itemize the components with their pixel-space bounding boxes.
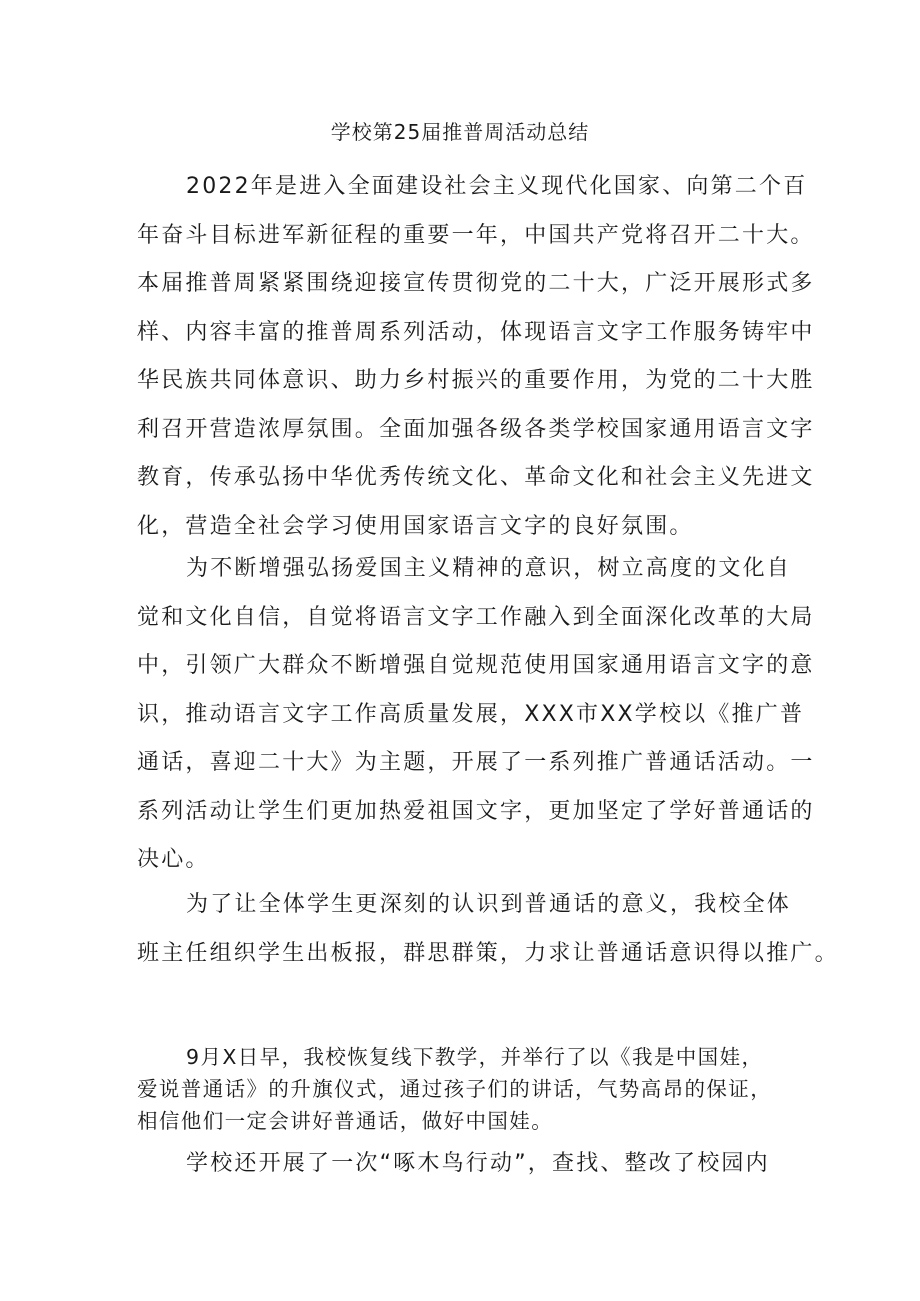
paragraph-line: 觉和文化自信，自觉将语言文字工作融入到全面深化改革的大局 [137, 604, 815, 630]
paragraph-line: 相信他们一定会讲好普通话，做好中国娃。 [137, 1109, 554, 1133]
paragraph-line: 识，推动语言文字工作高质量发展，XXX市XX学校以《推广普 [137, 701, 805, 727]
paragraph-line: 为了让全体学生更深刻的认识到普通话的意义，我校全体 [186, 892, 792, 917]
paragraph-line: 教育，传承弘扬中华优秀传统文化、革命文化和社会主义先进文 [137, 465, 815, 490]
paragraph-2 [137, 545, 815, 885]
paragraph-line: 爱说普通话》的升旗仪式，通过孩子们的讲话，气势高昂的保证， [137, 1077, 773, 1101]
paragraph-line: 学校还开展了一次“啄木鸟行动”，查找、整改了校园内 [186, 1151, 770, 1176]
paragraph-line: 本届推普周紧紧围绕迎接宣传贯彻党的二十大，广泛开展形式多 [137, 271, 815, 296]
paragraph-1 [137, 163, 815, 551]
paragraph-line: 年奋斗目标进军新征程的重要一年，中国共产党将召开二十大。 [137, 222, 815, 248]
paragraph-line: 2022年是进入全面建设社会主义现代化国家、向第二个百 [186, 174, 808, 199]
paragraph-line: 通话，喜迎二十大》为主题，开展了一系列推广普通话活动。一 [137, 750, 815, 775]
paragraph-line: 班主任组织学生出板报，群思群策，力求让普通话意识得以推广。 [137, 940, 839, 966]
document-title: 学校第25届推普周活动总结 [330, 120, 590, 144]
paragraph-line: 9月X日早，我校恢复线下教学，并举行了以《我是中国娃， [186, 1045, 764, 1069]
paragraph-line: 系列活动让学生们更加热爱祖国文字，更加坚定了学好普通话的 [137, 798, 815, 824]
paragraph-line: 决心。 [137, 847, 210, 872]
paragraph-3 [137, 881, 839, 978]
paragraph-line: 利召开营造浓厚氛围。全面加强各级各类学校国家通用语言文字 [137, 416, 815, 442]
paragraph-5 [137, 1140, 787, 1189]
paragraph-line: 化，营造全社会学习使用国家语言文字的良好氛围。 [137, 513, 694, 539]
paragraph-line: 为不断增强弘扬爱国主义精神的意识，树立高度的文化自 [186, 556, 792, 581]
paragraph-line: 华民族共同体意识、助力乡村振兴的重要作用，为党的二十大胜 [137, 368, 815, 393]
paragraph-4 [137, 1041, 787, 1137]
paragraph-line: 样、内容丰富的推普周系列活动，体现语言文字工作服务铸牢中 [137, 319, 815, 345]
paragraph-line: 中，引领广大群众不断增强自觉规范使用国家通用语言文字的意 [137, 653, 815, 678]
